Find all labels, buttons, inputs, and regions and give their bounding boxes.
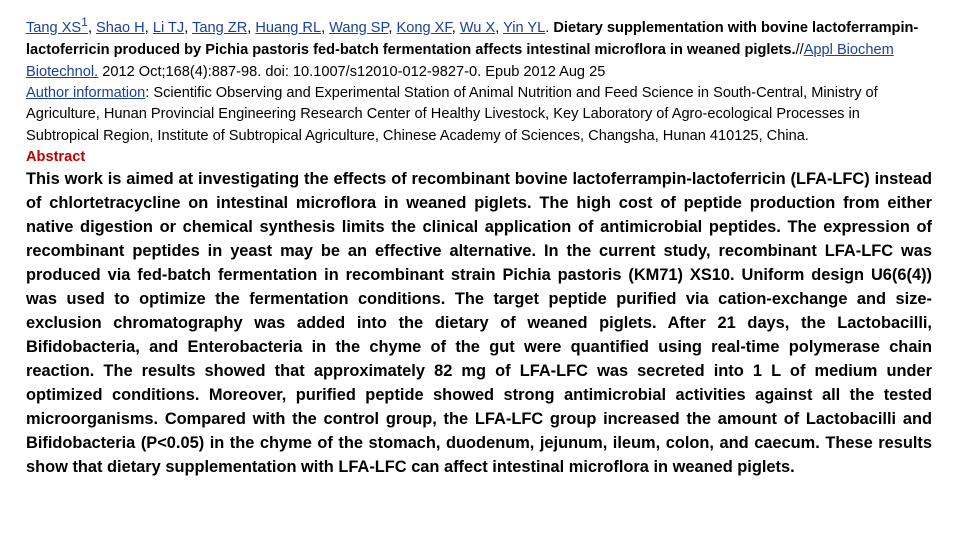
author-link[interactable]: Wu X bbox=[459, 19, 496, 36]
author-link[interactable]: Li TJ bbox=[152, 19, 185, 36]
affiliation-text: Scientific Observing and Experimental Station of Animal Nutrition and Feed Science in South-Central, Ministry of Agriculture, Hunan Provincial Engineering Research Center of Healthy Livestock, Key Laboratory of Agro-ecological Processes in Subtropical Region, Institute of Subtropical Agriculture, Chinese Academy of Sciences, Changsha, Hunan 410125, China. bbox=[26, 84, 878, 144]
author-separator: , bbox=[184, 19, 193, 36]
author-separator: , bbox=[321, 19, 330, 36]
author-link[interactable]: Yin YL bbox=[503, 19, 546, 36]
author-superscript: 1 bbox=[81, 15, 88, 29]
author-list-end: . bbox=[545, 19, 554, 36]
affiliation-separator: : bbox=[145, 84, 154, 101]
author-separator: , bbox=[87, 19, 97, 36]
author-separator: , bbox=[495, 19, 504, 36]
author-link[interactable]: Tang ZR bbox=[192, 19, 248, 36]
journal-link[interactable]: Appl Biochem Biotechnol. bbox=[26, 41, 894, 80]
author-link[interactable]: Huang RL bbox=[255, 19, 322, 36]
affiliation bbox=[26, 83, 932, 148]
author-separator: , bbox=[388, 19, 397, 36]
author-separator: , bbox=[247, 19, 256, 36]
author-link[interactable]: Tang XS$^1$ bbox=[26, 15, 88, 36]
journal-prefix: // bbox=[795, 41, 804, 58]
author-link[interactable]: Kong XF bbox=[396, 19, 452, 36]
citation-details: 2012 Oct;168(4):887-98. doi: 10.1007/s12010-012-9827-0. Epub 2012 Aug 25 bbox=[98, 63, 606, 80]
author-link[interactable]: Wang SP bbox=[329, 19, 389, 36]
author-separator: , bbox=[451, 19, 460, 36]
author-information-link[interactable]: Author information bbox=[26, 84, 146, 101]
author-link[interactable]: Shao H bbox=[96, 19, 145, 36]
abstract-heading: Abstract bbox=[26, 149, 86, 166]
abstract-body: This work is aimed at investigating the effects of recombinant bovine lactoferrampin-lactoferricin (LFA-LFC) instead of chlortetracycline on intestinal microflora in weaned piglets. The high cost of peptide production from either native digestion or chemical synthesis limits the clinical application of antimicrobial peptides. The expression of recombinant peptides in yeast may be an effective alternative. In the current study, recombinant LFA-LFC was produced via fed-batch fermentation in recombinant strain Pichia pastoris (KM71) XS10. Uniform design U6(6(4)) was used to optimize the fermentation conditions. The target peptide purified via cation-exchange and size-exclusion chromatography was added into the dietary of weaned piglets. After 21 days, the Lactobacilli, Bifidobacteria, and Enterobacteria in the chyme of the gut were quantified using real-time polymerase chain reaction. The results showed that approximately 82 mg of LFA-LFC was secreted into 1 L of medium under optimized conditions. Moreover, purified peptide showed strong antimicrobial activities against all the tested microorganisms. Compared with the control group, the LFA-LFC group increased the amount of Lactobacilli and Bifidobacteria (P<0.05) in the chyme of the stomach, duodenum, jejunum, ileum, colon, and caecum. These results show that dietary supplementation with LFA-LFC can affect intestinal microflora in weaned piglets. bbox=[26, 170, 932, 477]
author-separator: , bbox=[144, 19, 153, 36]
article-title: Dietary supplementation with bovine lactoferrampin-lactoferricin produced by Pichia pastoris fed-batch fermentation affects intestinal microflora in weaned piglets. bbox=[26, 19, 919, 58]
citation bbox=[26, 11, 932, 83]
